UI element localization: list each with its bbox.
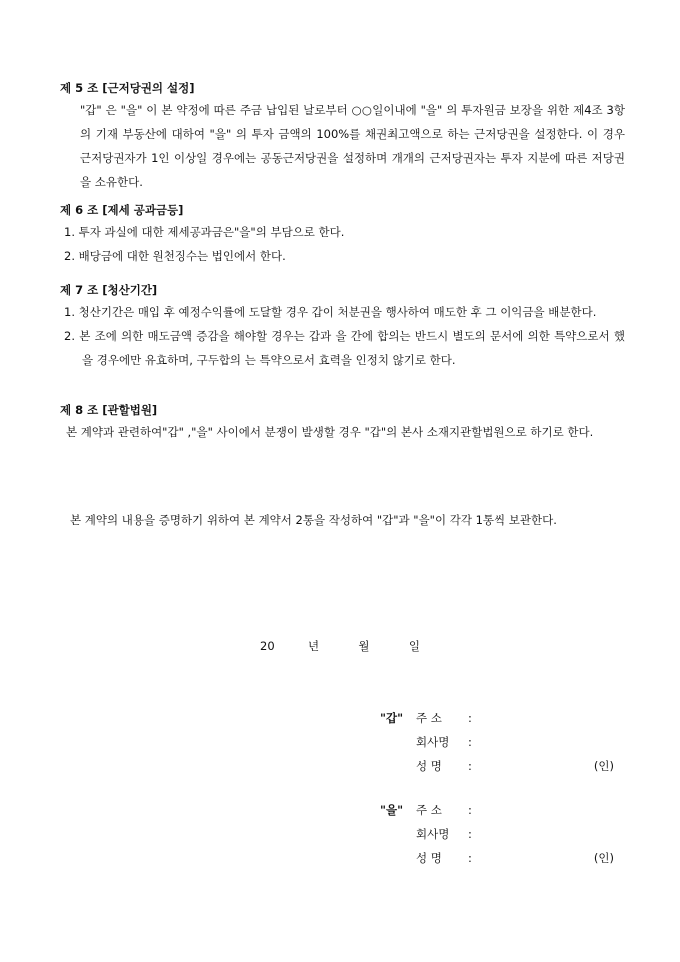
- colon: :: [468, 803, 472, 817]
- person-label: 성 명: [416, 851, 442, 865]
- article-5-body: "갑" 은 "을" 이 본 약정에 따른 주금 납입된 날로부터 ○○일이내에 "을" 의 투자원금 보장을 위한 제4조 3항의 기재 부동산에 대하여 "을" 의 투자 금액의 100%를 채권최고액으로 하는 근저당권을 설정한다. 이 경우 근저당권자가 1인 이상일 경우에는 공동근저당권을 설정하며 개개의 근저당권자는 투자 지분에 따른 저당권을 소유한다.: [80, 103, 625, 189]
- party-eul-signature-block: [380, 798, 620, 870]
- article-7-list: [60, 300, 625, 372]
- date-year-unit: 년: [308, 639, 320, 653]
- seal-mark: (인): [593, 759, 614, 773]
- date-month-unit: 월: [358, 639, 370, 653]
- article-7-title: 제 7 조 [청산기간]: [60, 283, 158, 297]
- list-item: 2. 배당금에 대한 원천징수는 법인에서 한다.: [64, 249, 286, 263]
- article-6-list: [60, 220, 625, 268]
- closing-statement: 본 계약의 내용을 증명하기 위하여 본 계약서 2통을 작성하여 "갑"과 "을"이 각각 1통씩 보관한다.: [70, 512, 557, 527]
- person-label: 성 명: [416, 759, 442, 773]
- article-8: [60, 400, 625, 444]
- seal-mark: (인): [593, 851, 614, 865]
- date-year: 20: [260, 639, 275, 653]
- list-item: 2. 본 조에 의한 매도금액 증감을 해야할 경우는 갑과 을 간에 합의는 반드시 별도의 문서에 의한 특약으로서 했을 경우에만 유효하며, 구두합의 는 특약으로서 효력을 인정치 않기로 한다.: [64, 329, 625, 367]
- article-5-title: 제 5 조 [근저당권의 설정]: [60, 81, 195, 95]
- date-day-unit: 일: [408, 639, 420, 653]
- date-line: [0, 638, 680, 654]
- article-6-title: 제 6 조 [제세 공과금등]: [60, 203, 184, 217]
- colon: :: [468, 759, 472, 773]
- party-name: "을": [380, 803, 404, 817]
- address-label: 주 소: [416, 803, 442, 817]
- company-label: 회사명: [416, 827, 450, 841]
- article-8-body: 본 계약과 관련하여"갑" ,"을" 사이에서 분쟁이 발생할 경우 "갑"의 본사 소재지관할법원으로 하기로 한다.: [66, 425, 594, 439]
- colon: :: [468, 851, 472, 865]
- article-8-title: 제 8 조 [관할법원]: [60, 403, 158, 417]
- article-7: [60, 280, 625, 372]
- colon: :: [468, 711, 472, 725]
- address-label: 주 소: [416, 711, 442, 725]
- article-6: [60, 200, 625, 268]
- company-label: 회사명: [416, 735, 450, 749]
- colon: :: [468, 735, 472, 749]
- colon: :: [468, 827, 472, 841]
- party-name: "갑": [380, 711, 404, 725]
- list-item: 1. 청산기간은 매입 후 예정수익률에 도달할 경우 갑이 처분권을 행사하여 매도한 후 그 이익금을 배분한다.: [64, 305, 597, 319]
- list-item: 1. 투자 과실에 대한 제세공과금은"을"의 부담으로 한다.: [64, 225, 345, 239]
- party-gap-signature-block: [380, 706, 620, 778]
- article-5: [60, 78, 625, 194]
